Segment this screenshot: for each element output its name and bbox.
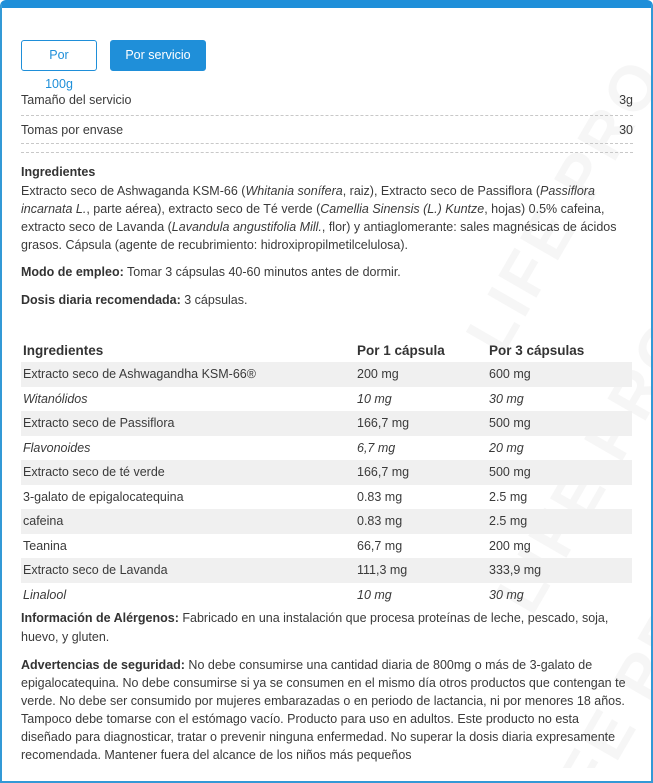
header-per-1-capsule: Por 1 cápsula bbox=[357, 342, 445, 358]
ingredients-section bbox=[21, 152, 633, 309]
cell-per-1: 6,7 mg bbox=[357, 440, 396, 455]
nutrition-table bbox=[21, 338, 632, 607]
doses-label: Tomas por envase bbox=[21, 123, 124, 137]
tab-per-100g[interactable]: Por 100g bbox=[21, 40, 97, 71]
table-row bbox=[21, 436, 632, 461]
table-row bbox=[21, 485, 632, 510]
cell-per-3: 500 mg bbox=[487, 411, 632, 436]
serving-size-label: Tamaño del servicio bbox=[21, 93, 132, 107]
header-per-3-capsules: Por 3 cápsulas bbox=[489, 342, 585, 358]
cell-per-3: 2.5 mg bbox=[489, 489, 528, 504]
ingredients-text: Extracto seco de Ashwaganda KSM-66 (Whitania sonífera, raiz), Extracto seco de Passiflora (Passiflora incarnata L., parte aérea), extracto seco de Té verde (Camellia Sinensis (L.) Kuntze, hojas) 0.5% cafeina, extracto seco de Lavanda (Lavandula angustifolia Mill., flor) y antiaglomerante: sales magnésicas de ácidos grasos. Cápsula (agente de recubrimiento: hidroxipropilmetilcelulosa). bbox=[21, 184, 617, 252]
table-row bbox=[21, 558, 632, 583]
cell-per-1: 10 mg bbox=[357, 587, 392, 602]
table-row bbox=[21, 387, 632, 412]
daily-dose-info: Dosis diaria recomendada: 3 cápsulas. bbox=[21, 293, 248, 307]
doses-value: 30 bbox=[619, 123, 633, 137]
table-row bbox=[21, 362, 632, 387]
cell-per-3: 20 mg bbox=[489, 440, 524, 455]
cell-ingredient: Linalool bbox=[23, 587, 67, 602]
cell-per-3: 30 mg bbox=[489, 587, 524, 602]
cell-per-3: 30 mg bbox=[489, 391, 524, 406]
tab-per-serving[interactable]: Por servicio bbox=[110, 40, 206, 71]
cell-per-3: 333,9 mg bbox=[487, 558, 632, 583]
table-row bbox=[21, 509, 632, 534]
safety-warnings: Advertencias de seguridad: No debe consumirse una cantidad diaria de 800mg o más de 3-galato de epigalocatequina. No debe consumirse si ya se consumen en el mismo día otros productos que contengan te verde. No debe ser consumido por mujeres embarazadas o en periodo de lactancia, ni por menores 18 años. Tampoco debe tomarse con el estómago vacío. Producto para uso en adultos. Este producto no esta diseñado para diagnosticar, tratar o prevenir ninguna enfermedad. No superar la dosis diaria expresamente recomendada. Mantener fuera del alcance de los niños más pequeños bbox=[21, 658, 626, 762]
cell-per-1: 0.83 mg bbox=[357, 489, 403, 504]
cell-per-1: 111,3 mg bbox=[355, 558, 487, 583]
table-row bbox=[21, 460, 632, 485]
cell-ingredient: 3-galato de epigalocatequina bbox=[23, 489, 184, 504]
cell-per-1: 166,7 mg bbox=[355, 460, 487, 485]
cell-ingredient: Flavonoides bbox=[23, 440, 91, 455]
cell-ingredient: Extracto seco de Lavanda bbox=[21, 558, 355, 583]
cell-per-3: 500 mg bbox=[487, 460, 632, 485]
cell-ingredient: Extracto seco de Ashwagandha KSM-66® bbox=[21, 362, 355, 387]
cell-per-3: 2.5 mg bbox=[487, 509, 632, 534]
doses-row bbox=[21, 116, 633, 144]
serving-size-row bbox=[21, 90, 633, 116]
tab-bar bbox=[21, 40, 633, 91]
table-row bbox=[21, 583, 632, 608]
cell-per-1: 66,7 mg bbox=[357, 538, 403, 553]
cell-per-3: 200 mg bbox=[489, 538, 531, 553]
cell-ingredient: Teanina bbox=[23, 538, 67, 553]
table-row bbox=[21, 534, 632, 559]
cell-ingredient: cafeina bbox=[21, 509, 355, 534]
cell-ingredient: Witanólidos bbox=[23, 391, 88, 406]
table-row bbox=[21, 411, 632, 436]
ingredients-title: Ingredientes bbox=[21, 165, 96, 179]
cell-per-1: 200 mg bbox=[355, 362, 487, 387]
cell-per-1: 166,7 mg bbox=[355, 411, 487, 436]
cell-ingredient: Extracto seco de té verde bbox=[21, 460, 355, 485]
header-ingredients: Ingredientes bbox=[23, 342, 104, 358]
cell-per-1: 0.83 mg bbox=[355, 509, 487, 534]
table-header-row bbox=[21, 338, 632, 362]
serving-size-value: 3g bbox=[619, 93, 633, 107]
allergen-info: Información de Alérgenos: Fabricado en una instalación que procesa proteínas de leche, pescado, soja, huevo, y gluten. bbox=[21, 611, 609, 644]
cell-per-3: 600 mg bbox=[487, 362, 632, 387]
cell-ingredient: Extracto seco de Passiflora bbox=[21, 411, 355, 436]
cell-per-1: 10 mg bbox=[357, 391, 392, 406]
usage-info: Modo de empleo: Tomar 3 cápsulas 40-60 minutos antes de dormir. bbox=[21, 265, 401, 279]
panel-content bbox=[21, 40, 633, 764]
